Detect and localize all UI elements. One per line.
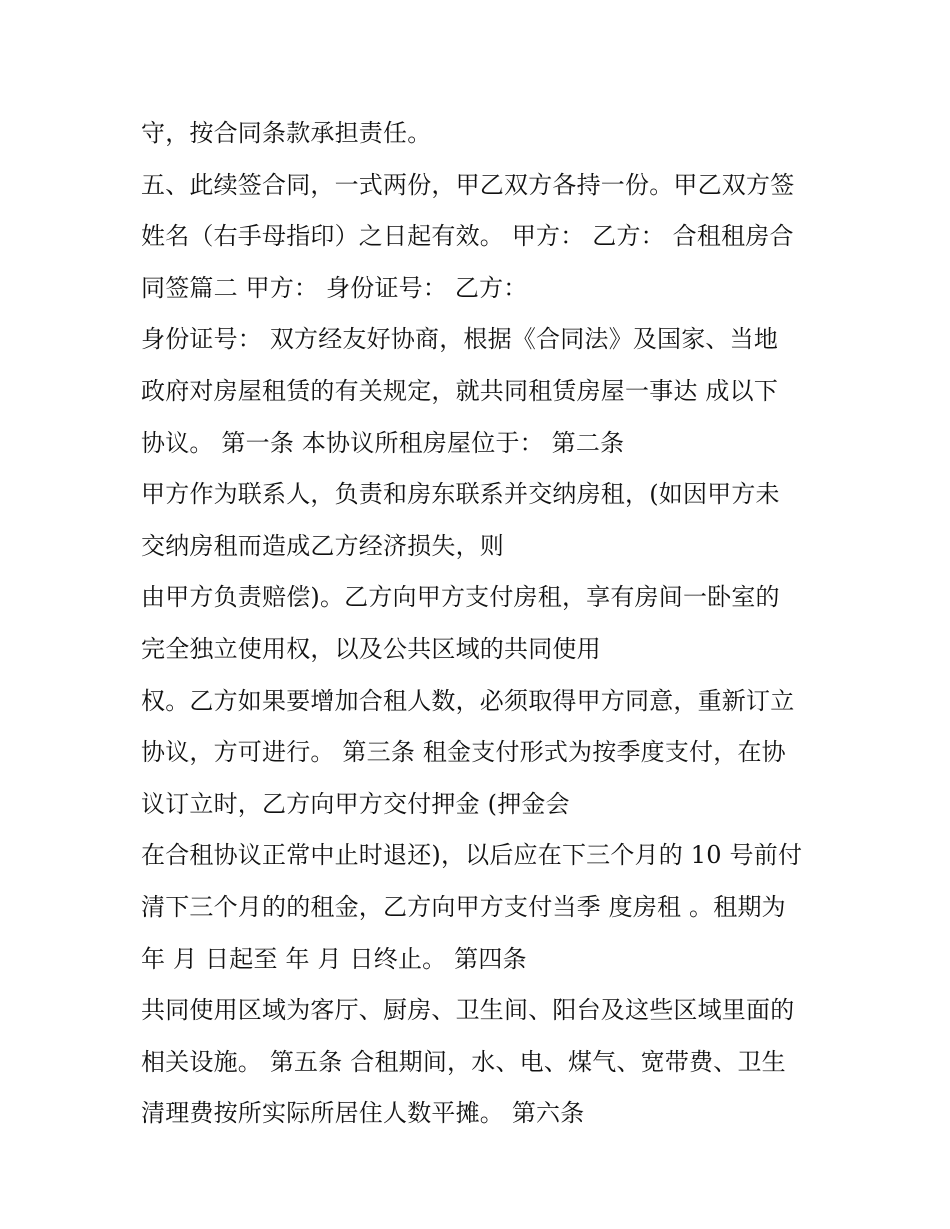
- text-line-2: 五、此续签合同，一式两份，甲乙双方各持一份。甲乙双方签: [141, 170, 795, 199]
- text-line-17: 年 月 日起至 年 月 日终止。 第四条: [141, 944, 527, 973]
- text-line-18: 共同使用区域为客厅、厨房、卫生间、阳台及这些区域里面的: [141, 996, 795, 1025]
- text-line-12: 权。乙方如果要增加合租人数，必须取得甲方同意，重新订立: [141, 686, 795, 715]
- text-line-16: 清下三个月的的租金，乙方向甲方支付当季 度房租 。租期为: [141, 892, 786, 921]
- text-line-4: 同签篇二 甲方： 身份证号： 乙方：: [141, 273, 528, 302]
- text-line-3: 姓名（右手母指印）之日起有效。 甲方： 乙方： 合租租房合: [141, 222, 794, 251]
- text-line-19: 相关设施。 第五条 合租期间，水、电、煤气、宽带费、卫生: [141, 1047, 786, 1076]
- contract-text-body: [141, 108, 841, 1140]
- text-line-7: 协议。 第一条 本协议所租房屋位于： 第二条: [141, 428, 625, 457]
- text-line-1: 守，按合同条款承担责任。: [141, 119, 432, 147]
- text-line-10: 由甲方负责赔偿)。乙方向甲方支付房租，享有房间一卧室的: [141, 583, 780, 612]
- text-line-9: 交纳房租而造成乙方经济损失，则: [141, 531, 504, 560]
- text-line-5: 身份证号： 双方经友好协商，根据《合同法》及国家、当地: [141, 325, 779, 354]
- text-line-8: 甲方作为联系人，负责和房东联系并交纳房租，(如因甲方未: [141, 480, 780, 509]
- text-line-13: 协议，方可进行。 第三条 租金支付形式为按季度支付，在协: [141, 738, 786, 767]
- text-line-6: 政府对房屋租赁的有关规定，就共同租赁房屋一事达 成以下: [141, 376, 779, 405]
- text-line-14: 议订立时，乙方向甲方交付押金 (押金会: [141, 789, 570, 818]
- text-line-20: 清理费按所实际所居住人数平摊。 第六条: [141, 1099, 585, 1128]
- text-line-15: 在合租协议正常中止时退还)，以后应在下三个月的 10 号前付: [141, 841, 803, 870]
- text-line-11: 完全独立使用权，以及公共区域的共同使用: [141, 634, 601, 663]
